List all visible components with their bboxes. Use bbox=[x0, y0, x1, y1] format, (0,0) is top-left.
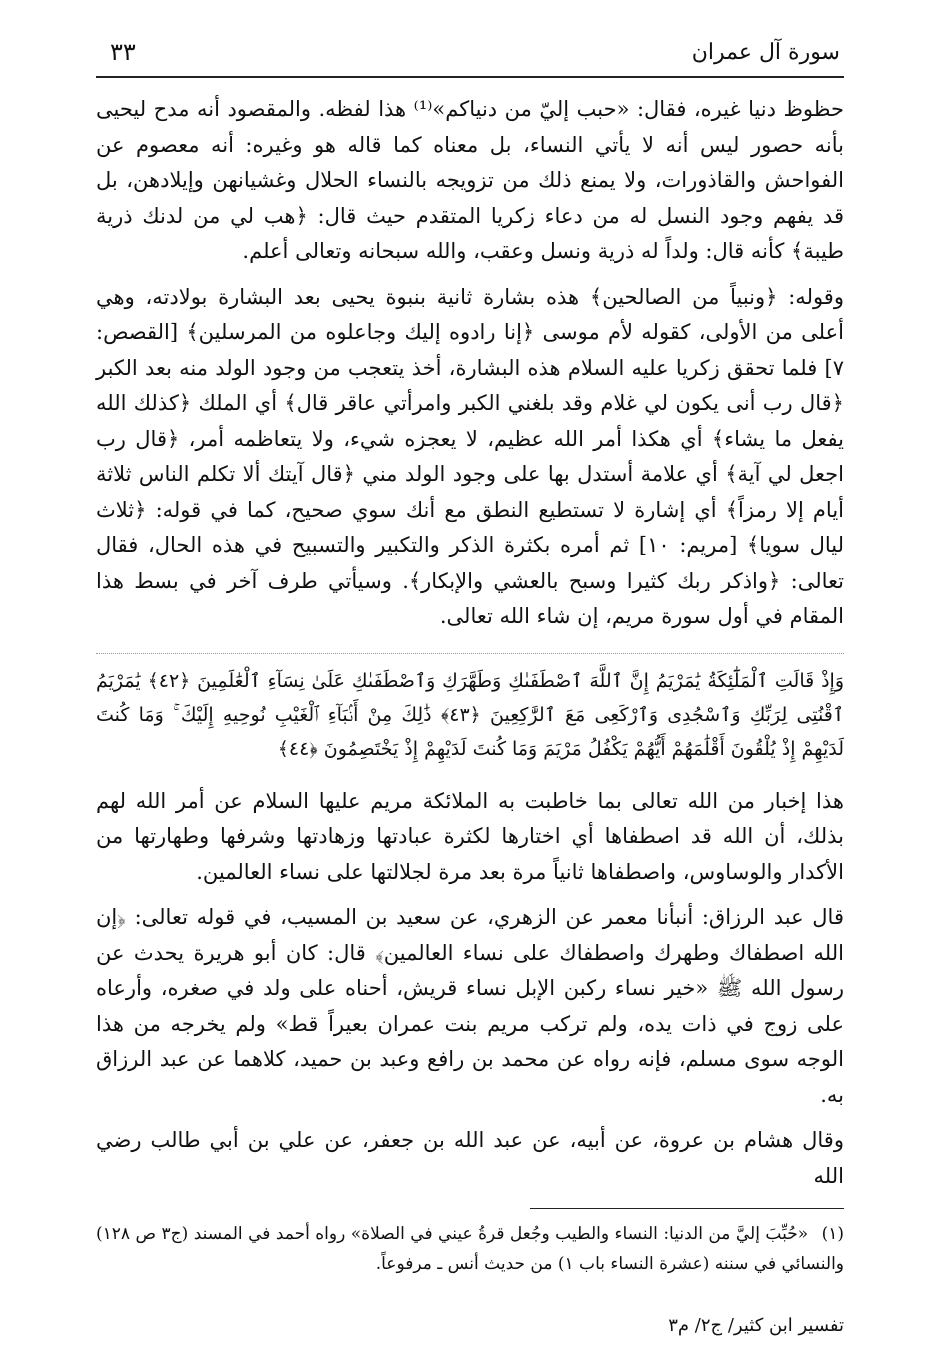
paragraph: وقال هشام بن عروة، عن أبيه، عن عبد الله بن جعفر، عن علي بن أبي طالب رضي الله bbox=[96, 1128, 844, 1188]
main-text bbox=[96, 92, 844, 1194]
book-page bbox=[96, 30, 844, 1350]
paragraph: وقوله: ﴿ونبياً من الصالحين﴾ هذه بشارة ثانية بنبوة يحيى بعد البشارة بولادته، وهي أعلى من الأولى، كقوله لأم موسى ﴿إنا رادوه إليك وجاعلوه من المرسلين﴾ [القصص: ٧] فلما تحقق زكريا عليه السلام هذه البشارة، أخذ يتعجب من وجود الولد منه بعد الكبر ﴿قال رب أنى يكون لي غلام وقد بلغني الكبر وامرأتي عاقر قال﴾ أي الملك ﴿كذلك الله يفعل ما يشاء﴾ أي هكذا أمر الله عظيم، لا يعجزه شيء، ولا يتعاظمه أمر، ﴿قال رب اجعل لي آية﴾ أي علامة أستدل بها على وجود الولد مني ﴿قال آيتك ألا تكلم الناس ثلاثة أيام إلا رمزاً﴾ أي إشارة لا تستطيع النطق مع أنك سوي صحيح، كما في قوله: ﴿ثلاث ليال سويا﴾ [مريم: ١٠] ثم أمره بكثرة الذكر والتكبير والتسبيح في هذه الحال، فقال تعالى: ﴿واذكر ربك كثيرا وسبح بالعشي والإبكار﴾. وسيأتي طرف آخر في بسط هذا المقام في أول سورة مريم، إن شاء الله تعالى. bbox=[96, 284, 844, 628]
footnote bbox=[96, 1219, 844, 1279]
quran-verses: وَإِذْ قَالَتِ ٱلْمَلَٰٓئِكَةُ يَٰمَرْيَمُ إِنَّ ٱللَّهَ ٱصْطَفَىٰكِ وَطَهَّرَكِ وَٱصْطَفَىٰكِ عَلَىٰ نِسَآءِ ٱلْعَٰلَمِينَ ﴿٤٢﴾ يَٰمَرْيَمُ ٱقْنُتِى لِرَبِّكِ وَٱسْجُدِى وَٱرْكَعِى مَعَ ٱلرَّٰكِعِينَ ﴿٤٣﴾ ذَٰلِكَ مِنْ أَنۢبَآءِ ٱلْغَيْبِ نُوحِيهِ إِلَيْكَ ۚ وَمَا كُنتَ لَدَيْهِمْ إِذْ يُلْقُونَ أَقْلَٰمَهُمْ أَيُّهُمْ يَكْفُلُ مَرْيَمَ وَمَا كُنتَ لَدَيْهِمْ إِذْ يَخْتَصِمُونَ ﴿٤٤﴾ bbox=[96, 653, 844, 766]
paragraph: هذا إخبار من الله تعالى بما خاطبت به الملائكة مريم عليها السلام عن أمر الله لهم بذلك، أن الله قد اصطفاها أي اختارها لكثرة عبادتها وزهادتها وشرفها وطهارتها من الأكدار والوساوس، واصطفاها ثانياً مرة بعد مرة لجلالتها على نساء العالمين. bbox=[96, 788, 844, 884]
footnote-divider bbox=[530, 1208, 844, 1209]
page-number: ٣٣ bbox=[110, 38, 136, 66]
paragraph: قال عبد الرزاق: أنبأنا معمر عن الزهري، عن سعيد بن المسيب، في قوله تعالى: ﴿إن الله اصطفاك وطهرك واصطفاك على نساء العالمين﴾ قال: كان أبو هريرة يحدث عن رسول الله ﷺ «خير نساء ركبن الإبل نساء قريش، أحناه على ولد في صغره، وأرعاه على زوج في ذات يده، ولم تركب مريم بنت عمران بعيراً قط» ولم يخرجه من هذا الوجه سوى مسلم، فإنه رواه عن محمد بن رافع وعبد بن حميد، كلاهما عن عبد الرزاق به. bbox=[96, 905, 844, 1107]
footer-signature: تفسير ابن كثير/ ج٢/ م٣ bbox=[668, 1315, 844, 1336]
page-header bbox=[96, 30, 844, 78]
paragraph: حظوظ دنيا غيره، فقال: «حبب إليّ من دنياكم»⁽¹⁾ هذا لفظه. والمقصود أنه مدح ليحيى بأنه حصور ليس أنه لا يأتي النساء، بل معناه كما قاله هو وغيره: أنه معصوم عن الفواحش والقاذورات، ولا يمنع ذلك من تزويجه بالنساء الحلال وغشيانهن وإيلادهن، بل قد يفهم وجود النسل له من دعاء زكريا المتقدم حيث قال: ﴿هب لي من لدنك ذرية طيبة﴾ كأنه قال: ولداً له ذرية ونسل وعقب، والله سبحانه وتعالى أعلم. bbox=[96, 97, 844, 263]
surah-title: سورة آل عمران bbox=[691, 40, 840, 65]
footnote-number: (١) bbox=[821, 1224, 844, 1244]
footnote-text: «حُبِّبَ إليَّ من الدنيا: النساء والطيب وجُعل قرةُ عيني في الصلاة» رواه أحمد في المسند (ج٣ ص ١٢٨) والنسائي في سننه (عشرة النساء باب ١) من حديث أنس ـ مرفوعاً. bbox=[96, 1224, 844, 1274]
